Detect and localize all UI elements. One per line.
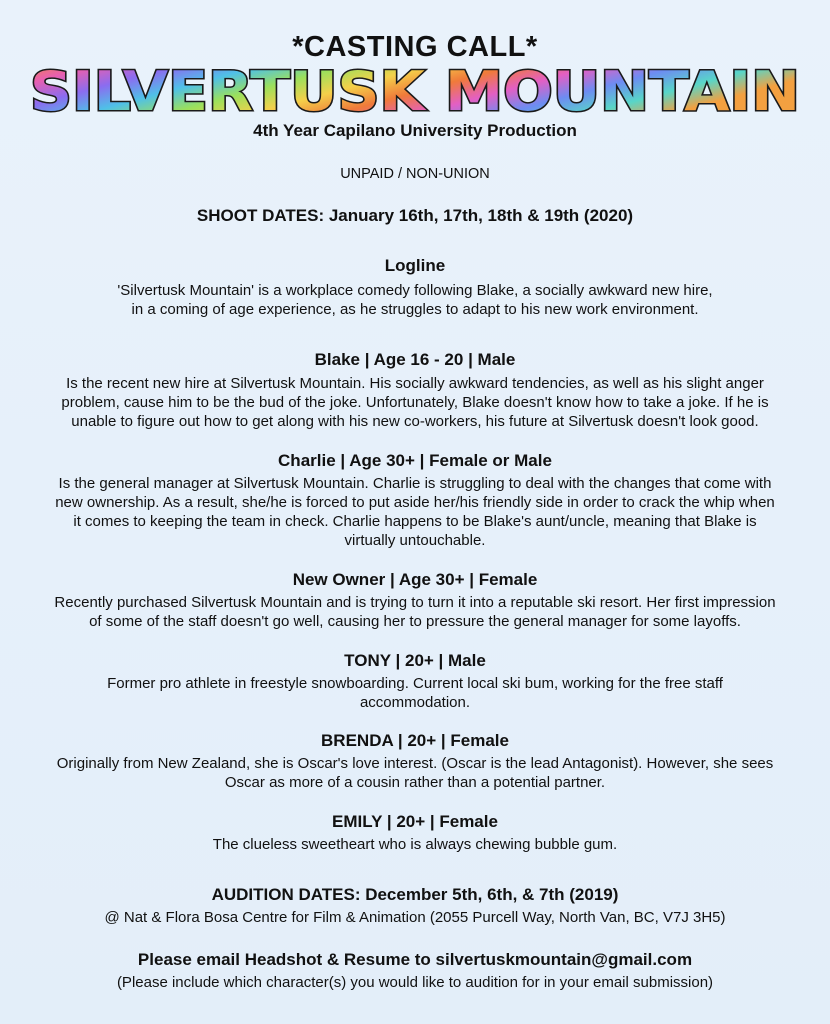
description-line: Originally from New Zealand, she is Oscar's love interest. (Oscar is the lead Antagonist). However, she sees: [56, 755, 774, 772]
role-description-tony: [0, 674, 830, 712]
description-line: unable to figure out how to get along with his new co-workers, his future at Silvertusk doesn't look good.: [71, 413, 759, 430]
description-line: it comes to keeping the team in check. Charlie happens to be Blake's aunt/uncle, meaning that Blake is: [73, 513, 757, 530]
role-heading-brenda: BRENDA | 20+ | Female: [321, 731, 509, 750]
role-heading-new-owner: New Owner | Age 30+ | Female: [292, 570, 538, 589]
audition-location: @ Nat & Flora Bosa Centre for Film & Animation (2055 Purcell Way, North Van, BC, V7J 3H5): [104, 909, 726, 926]
logline-text: [0, 281, 830, 319]
description-line: accommodation.: [359, 694, 471, 711]
casting-call-title: *CASTING CALL*: [292, 31, 538, 63]
description-line: new ownership. As a result, she/he is forced to put aside her/his friendly side in order to crack the whip when: [55, 494, 775, 511]
role-heading-emily: EMILY | 20+ | Female: [332, 812, 498, 831]
description-line: Recently purchased Silvertusk Mountain and is trying to turn it into a reputable ski resort. Her first impression: [54, 594, 776, 611]
submission-heading: Please email Headshot & Resume to silvertuskmountain@gmail.com: [137, 950, 693, 969]
description-line: virtually untouchable.: [344, 532, 486, 549]
logline-line: in a coming of age experience, as he struggles to adapt to his new work environment.: [131, 301, 699, 318]
logline-line: 'Silvertusk Mountain' is a workplace comedy following Blake, a socially awkward new hire,: [117, 282, 713, 299]
description-line: Is the general manager at Silvertusk Mountain. Charlie is struggling to deal with the changes that come with: [58, 475, 772, 492]
description-line: problem, cause him to be the bud of the joke. Unfortunately, Blake doesn't know how to take a joke. If he is: [61, 394, 769, 411]
role-description-emily: [0, 835, 830, 854]
role-heading-charlie: Charlie | Age 30+ | Female or Male: [278, 451, 552, 470]
pay-status: UNPAID / NON-UNION: [340, 166, 490, 182]
role-heading-blake: Blake | Age 16 - 20 | Male: [314, 350, 516, 369]
role-description-charlie: [0, 474, 830, 550]
silvertusk-mountain-logo: [0, 60, 830, 120]
role-description-new-owner: [0, 593, 830, 631]
logline-heading: Logline: [384, 256, 446, 275]
description-line: Oscar as more of a cousin rather than a potential partner.: [224, 774, 606, 791]
shoot-dates: SHOOT DATES: January 16th, 17th, 18th & 19th (2020): [196, 206, 634, 225]
role-heading-tony: TONY | 20+ | Male: [344, 651, 486, 670]
description-line: The clueless sweetheart who is always chewing bubble gum.: [212, 836, 618, 853]
description-line: Is the recent new hire at Silvertusk Mountain. His socially awkward tendencies, as well as his slight anger: [66, 375, 764, 392]
production-subtitle: 4th Year Capilano University Production: [253, 121, 577, 140]
audition-dates: AUDITION DATES: December 5th, 6th, & 7th (2019): [211, 885, 619, 904]
description-line: of some of the staff doesn't go well, causing her to pressure the general manager for some layoffs.: [89, 613, 741, 630]
role-description-brenda: [0, 754, 830, 792]
logo-text: SILVERTUSK MOUNTAIN: [30, 60, 801, 120]
description-line: Former pro athlete in freestyle snowboarding. Current local ski bum, working for the free staff: [107, 675, 723, 692]
role-description-blake: [0, 374, 830, 431]
submission-note: (Please include which character(s) you would like to audition for in your email submission): [116, 974, 714, 991]
